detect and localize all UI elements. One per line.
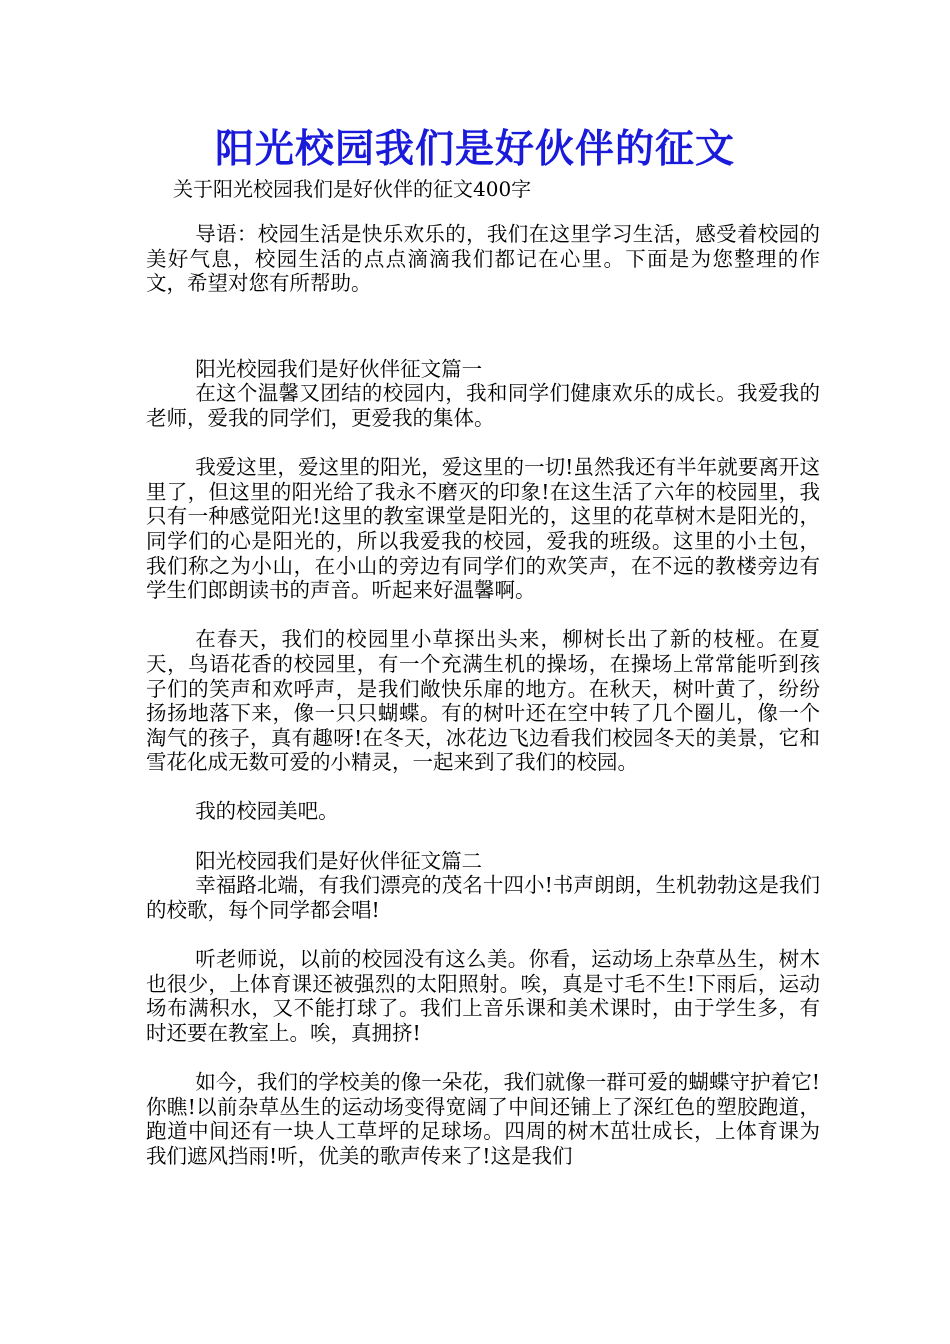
part1-heading: 阳光校园我们是好伙伴征文篇一 <box>195 356 483 381</box>
part1-paragraph: 我的校园美吧。 <box>195 799 339 824</box>
part2-paragraph: 幸福路北端，有我们漂亮的茂名十四小!书声朗朗，生机勃勃这是我们的校歌，每个同学都会唱! <box>146 873 820 922</box>
part2-heading: 阳光校园我们是好伙伴征文篇二 <box>195 848 483 873</box>
part1-paragraph: 我爱这里，爱这里的阳光，爱这里的一切!虽然我还有半年就要离开这里了，但这里的阳光给了我永不磨灭的印象!在这生活了六年的校园里，我只有一种感觉阳光!这里的教室课堂是阳光的，这里的花草树木是阳光的，同学们的心是阳光的，所以我爱我的校园，爱我的班级。这里的小土包，我们称之为小山，在小山的旁边有同学们的欢笑声，在不远的教楼旁边有学生们郎朗读书的声音。听起来好温馨啊。 <box>146 455 820 603</box>
part2-paragraph: 听老师说，以前的校园没有这么美。你看，运动场上杂草丛生，树木也很少，上体育课还被强烈的太阳照射。唉，真是寸毛不生!下雨后，运动场布满积水，又不能打球了。我们上音乐课和美术课时，由于学生多，有时还要在教室上。唉，真拥挤! <box>146 947 820 1045</box>
part1-paragraph: 在这个温馨又团结的校园内，我和同学们健康欢乐的成长。我爱我的老师，爱我的同学们，更爱我的集体。 <box>146 381 820 430</box>
part2-paragraph: 如今，我们的学校美的像一朵花，我们就像一群可爱的蝴蝶守护着它!你瞧!以前杂草丛生的运动场变得宽阔了中间还铺上了深红色的塑胶跑道，跑道中间还有一块人工草坪的足球场。四周的树木茁壮成长，上体育课为我们遮风挡雨!听，优美的歌声传来了!这是我们 <box>146 1070 820 1168</box>
document-title: 阳光校园我们是好伙伴的征文 <box>214 126 735 172</box>
part1-paragraph: 在春天，我们的校园里小草探出头来，柳树长出了新的枝桠。在夏天，鸟语花香的校园里，有一个充满生机的操场，在操场上常常能听到孩子们的笑声和欢呼声，是我们敞快乐扉的地方。在秋天，树叶黄了，纷纷扬扬地落下来，像一只只蝴蝶。有的树叶还在空中转了几个圈儿，像一个淘气的孩子，真有趣呀!在冬天，冰花边飞边看我们校园冬天的美景，它和雪花化成无数可爱的小精灵，一起来到了我们的校园。 <box>146 627 820 775</box>
document-body <box>146 222 820 1168</box>
document-subtitle: 关于阳光校园我们是好伙伴的征文400字 <box>173 177 532 201</box>
intro-paragraph: 导语：校园生活是快乐欢乐的，我们在这里学习生活，感受着校园的美好气息，校园生活的点点滴滴我们都记在心里。下面是为您整理的作文，希望对您有所帮助。 <box>146 222 820 296</box>
